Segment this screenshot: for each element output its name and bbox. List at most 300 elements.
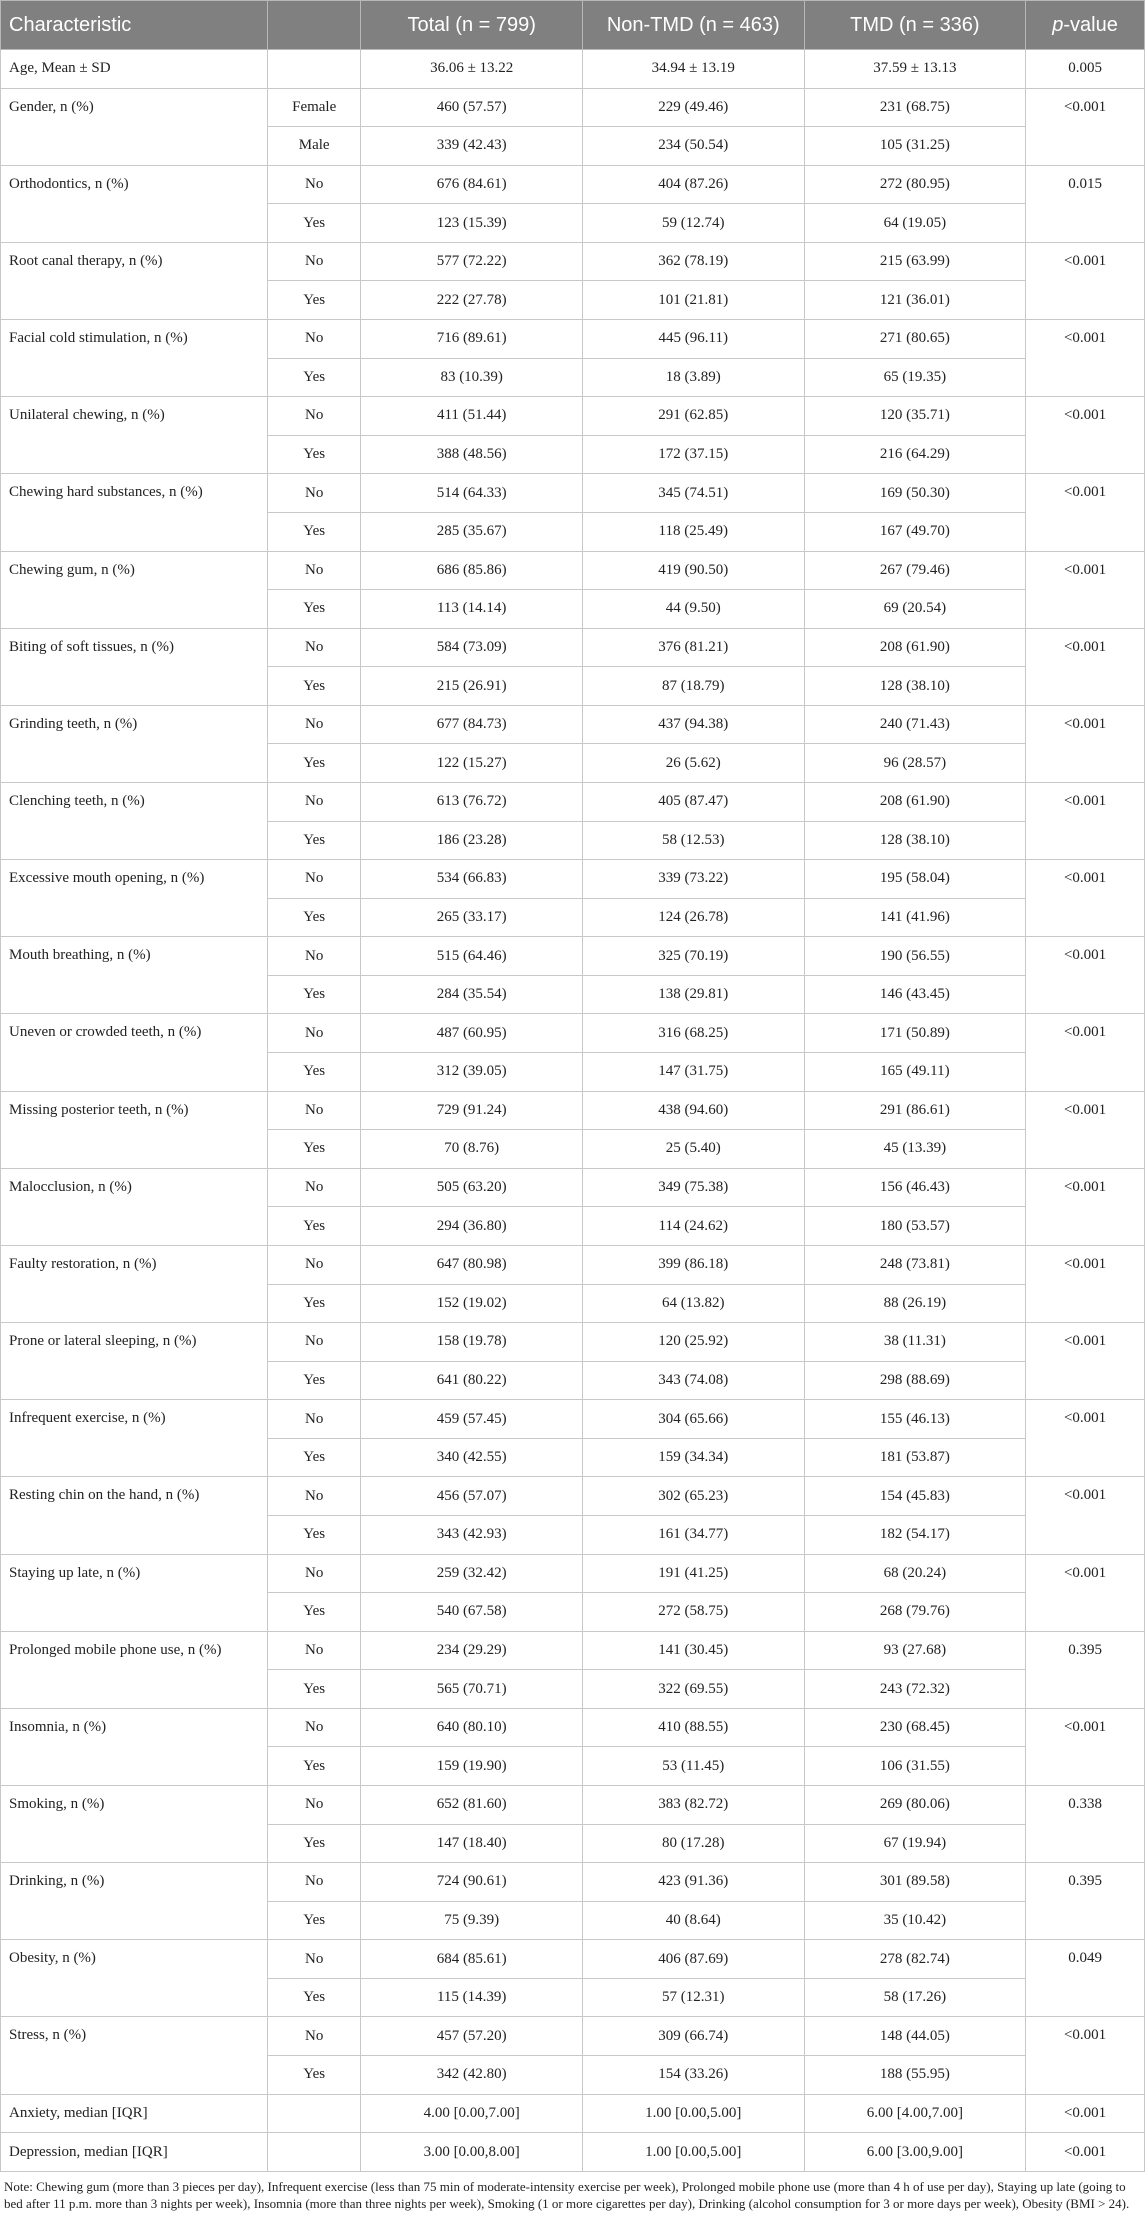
non-tmd-cell: 404 (87.26) [582, 165, 804, 204]
level-cell: Yes [267, 1053, 360, 1092]
tmd-cell: 208 (61.90) [804, 782, 1026, 821]
p-value-cell: 0.338 [1026, 1786, 1145, 1863]
non-tmd-cell: 191 (41.25) [582, 1554, 804, 1593]
non-tmd-cell: 64 (13.82) [582, 1284, 804, 1323]
non-tmd-cell: 87 (18.79) [582, 667, 804, 706]
characteristic-cell: Gender, n (%) [1, 88, 268, 165]
characteristic-cell: Facial cold stimulation, n (%) [1, 320, 268, 397]
level-cell: No [267, 1245, 360, 1284]
total-cell: 388 (48.56) [361, 435, 583, 474]
tmd-cell: 271 (80.65) [804, 320, 1026, 359]
total-cell: 83 (10.39) [361, 358, 583, 397]
p-value-cell: <0.001 [1026, 1168, 1145, 1245]
level-cell: No [267, 1091, 360, 1130]
total-cell: 652 (81.60) [361, 1786, 583, 1825]
non-tmd-cell: 120 (25.92) [582, 1323, 804, 1362]
total-cell: 613 (76.72) [361, 782, 583, 821]
characteristic-cell: Stress, n (%) [1, 2017, 268, 2094]
characteristic-cell: Missing posterior teeth, n (%) [1, 1091, 268, 1168]
total-cell: 122 (15.27) [361, 744, 583, 783]
non-tmd-cell: 26 (5.62) [582, 744, 804, 783]
level-cell: Yes [267, 204, 360, 243]
total-cell: 158 (19.78) [361, 1323, 583, 1362]
p-rest: -value [1063, 13, 1118, 36]
total-cell: 684 (85.61) [361, 1940, 583, 1979]
p-value-cell: <0.001 [1026, 474, 1145, 551]
non-tmd-cell: 53 (11.45) [582, 1747, 804, 1786]
tmd-cell: 38 (11.31) [804, 1323, 1026, 1362]
header-total: Total (n = 799) [361, 1, 583, 50]
level-cell: Yes [267, 435, 360, 474]
tmd-cell: 65 (19.35) [804, 358, 1026, 397]
non-tmd-cell: 57 (12.31) [582, 1978, 804, 2017]
table-row [1, 1245, 1145, 1284]
characteristic-cell: Depression, median [IQR] [1, 2133, 268, 2172]
tmd-cell: 35 (10.42) [804, 1901, 1026, 1940]
tmd-cell: 120 (35.71) [804, 397, 1026, 436]
total-cell: 75 (9.39) [361, 1901, 583, 1940]
non-tmd-cell: 316 (68.25) [582, 1014, 804, 1053]
tmd-cell: 215 (63.99) [804, 242, 1026, 281]
tmd-cell: 165 (49.11) [804, 1053, 1026, 1092]
total-cell: 343 (42.93) [361, 1515, 583, 1554]
tmd-cell: 146 (43.45) [804, 975, 1026, 1014]
level-cell: No [267, 1168, 360, 1207]
non-tmd-cell: 114 (24.62) [582, 1207, 804, 1246]
level-cell: Yes [267, 1438, 360, 1477]
characteristic-cell: Mouth breathing, n (%) [1, 937, 268, 1014]
level-cell: No [267, 474, 360, 513]
non-tmd-cell: 423 (91.36) [582, 1863, 804, 1902]
non-tmd-cell: 80 (17.28) [582, 1824, 804, 1863]
level-cell: No [267, 242, 360, 281]
total-cell: 285 (35.67) [361, 512, 583, 551]
table-row [1, 165, 1145, 204]
characteristic-cell: Clenching teeth, n (%) [1, 782, 268, 859]
table-row [1, 1091, 1145, 1130]
tmd-cell: 180 (53.57) [804, 1207, 1026, 1246]
tmd-cell: 69 (20.54) [804, 590, 1026, 629]
non-tmd-cell: 309 (66.74) [582, 2017, 804, 2056]
non-tmd-cell: 438 (94.60) [582, 1091, 804, 1130]
level-cell: Yes [267, 744, 360, 783]
tmd-cell: 88 (26.19) [804, 1284, 1026, 1323]
tmd-cell: 128 (38.10) [804, 821, 1026, 860]
table-row [1, 1863, 1145, 1902]
non-tmd-cell: 234 (50.54) [582, 127, 804, 166]
level-cell: Yes [267, 898, 360, 937]
non-tmd-cell: 59 (12.74) [582, 204, 804, 243]
table-row [1, 88, 1145, 127]
non-tmd-cell: 138 (29.81) [582, 975, 804, 1014]
level-cell: No [267, 705, 360, 744]
tmd-cell: 230 (68.45) [804, 1708, 1026, 1747]
level-cell [267, 50, 360, 89]
p-value-cell: <0.001 [1026, 242, 1145, 319]
non-tmd-cell: 159 (34.34) [582, 1438, 804, 1477]
total-cell: 515 (64.46) [361, 937, 583, 976]
characteristic-cell: Excessive mouth opening, n (%) [1, 860, 268, 937]
p-value-cell: <0.001 [1026, 1477, 1145, 1554]
characteristic-cell: Drinking, n (%) [1, 1863, 268, 1940]
level-cell: Yes [267, 1593, 360, 1632]
table-row [1, 705, 1145, 744]
non-tmd-cell: 325 (70.19) [582, 937, 804, 976]
level-cell: No [267, 2017, 360, 2056]
tmd-cell: 195 (58.04) [804, 860, 1026, 899]
total-cell: 641 (80.22) [361, 1361, 583, 1400]
characteristic-cell: Malocclusion, n (%) [1, 1168, 268, 1245]
characteristic-cell: Infrequent exercise, n (%) [1, 1400, 268, 1477]
tmd-cell: 154 (45.83) [804, 1477, 1026, 1516]
total-cell: 294 (36.80) [361, 1207, 583, 1246]
tmd-cell: 298 (88.69) [804, 1361, 1026, 1400]
level-cell: Yes [267, 1207, 360, 1246]
table-row [1, 397, 1145, 436]
characteristic-cell: Orthodontics, n (%) [1, 165, 268, 242]
non-tmd-cell: 141 (30.45) [582, 1631, 804, 1670]
non-tmd-cell: 44 (9.50) [582, 590, 804, 629]
level-cell: No [267, 628, 360, 667]
level-cell: Yes [267, 590, 360, 629]
tmd-cell: 208 (61.90) [804, 628, 1026, 667]
level-cell: No [267, 397, 360, 436]
non-tmd-cell: 147 (31.75) [582, 1053, 804, 1092]
total-cell: 724 (90.61) [361, 1863, 583, 1902]
total-cell: 152 (19.02) [361, 1284, 583, 1323]
non-tmd-cell: 25 (5.40) [582, 1130, 804, 1169]
total-cell: 686 (85.86) [361, 551, 583, 590]
characteristic-cell: Staying up late, n (%) [1, 1554, 268, 1631]
p-value-cell: 0.015 [1026, 165, 1145, 242]
table-row [1, 1631, 1145, 1670]
non-tmd-cell: 40 (8.64) [582, 1901, 804, 1940]
p-value-cell: <0.001 [1026, 2133, 1145, 2172]
level-cell: No [267, 1400, 360, 1439]
non-tmd-cell: 406 (87.69) [582, 1940, 804, 1979]
non-tmd-cell: 304 (65.66) [582, 1400, 804, 1439]
tmd-cell: 181 (53.87) [804, 1438, 1026, 1477]
table-body [1, 50, 1145, 2172]
level-cell: Yes [267, 1361, 360, 1400]
p-value-cell: <0.001 [1026, 628, 1145, 705]
non-tmd-cell: 419 (90.50) [582, 551, 804, 590]
total-cell: 540 (67.58) [361, 1593, 583, 1632]
tmd-cell: 45 (13.39) [804, 1130, 1026, 1169]
table-row [1, 1708, 1145, 1747]
level-cell: Yes [267, 975, 360, 1014]
table-row [1, 628, 1145, 667]
header-characteristic: Characteristic [1, 1, 268, 50]
total-cell: 716 (89.61) [361, 320, 583, 359]
level-cell: Female [267, 88, 360, 127]
non-tmd-cell: 410 (88.55) [582, 1708, 804, 1747]
header-p-value [1026, 1, 1145, 50]
tmd-cell: 272 (80.95) [804, 165, 1026, 204]
table-row [1, 782, 1145, 821]
tmd-cell: 128 (38.10) [804, 667, 1026, 706]
tmd-cell: 268 (79.76) [804, 1593, 1026, 1632]
tmd-cell: 231 (68.75) [804, 88, 1026, 127]
level-cell: No [267, 1708, 360, 1747]
level-cell: No [267, 165, 360, 204]
table-row [1, 2094, 1145, 2133]
tmd-cell: 96 (28.57) [804, 744, 1026, 783]
p-value-cell: 0.049 [1026, 1940, 1145, 2017]
tmd-cell: 269 (80.06) [804, 1786, 1026, 1825]
total-cell: 159 (19.90) [361, 1747, 583, 1786]
p-value-cell: <0.001 [1026, 937, 1145, 1014]
p-value-cell: <0.001 [1026, 1708, 1145, 1785]
total-cell: 577 (72.22) [361, 242, 583, 281]
table-row [1, 1400, 1145, 1439]
tmd-cell: 171 (50.89) [804, 1014, 1026, 1053]
non-tmd-cell: 1.00 [0.00,5.00] [582, 2133, 804, 2172]
total-cell: 487 (60.95) [361, 1014, 583, 1053]
p-value-cell: 0.005 [1026, 50, 1145, 89]
table-row [1, 320, 1145, 359]
non-tmd-cell: 383 (82.72) [582, 1786, 804, 1825]
non-tmd-cell: 339 (73.22) [582, 860, 804, 899]
level-cell: No [267, 860, 360, 899]
tmd-cell: 301 (89.58) [804, 1863, 1026, 1902]
non-tmd-cell: 349 (75.38) [582, 1168, 804, 1207]
table-row [1, 1477, 1145, 1516]
level-cell: No [267, 1940, 360, 1979]
level-cell: Yes [267, 512, 360, 551]
tmd-cell: 190 (56.55) [804, 937, 1026, 976]
level-cell: No [267, 1014, 360, 1053]
total-cell: 265 (33.17) [361, 898, 583, 937]
table-note: Note: Chewing gum (more than 3 pieces per day), Infrequent exercise (less than 75 min of moderate-intensity exercise per week), Prolonged mobile phone use (more than 4 h of use per day), Staying up late (going to bed after 11 p.m. more than 3 nights per week), Insomnia (more than three nights per week), Smoking (1 or more cigarettes per day), Drinking (alcohol consumption for 3 or more days per week), Obesity (BMI > 24). [4, 2178, 1130, 2211]
non-tmd-cell: 101 (21.81) [582, 281, 804, 320]
characteristic-cell: Biting of soft tissues, n (%) [1, 628, 268, 705]
characteristic-cell: Prolonged mobile phone use, n (%) [1, 1631, 268, 1708]
level-cell: No [267, 782, 360, 821]
non-tmd-cell: 272 (58.75) [582, 1593, 804, 1632]
level-cell: No [267, 937, 360, 976]
tmd-cell: 248 (73.81) [804, 1245, 1026, 1284]
characteristic-cell: Faulty restoration, n (%) [1, 1245, 268, 1322]
p-value-cell: <0.001 [1026, 320, 1145, 397]
total-cell: 115 (14.39) [361, 1978, 583, 2017]
p-value-cell: 0.395 [1026, 1631, 1145, 1708]
tmd-cell: 155 (46.13) [804, 1400, 1026, 1439]
level-cell: Male [267, 127, 360, 166]
characteristic-cell: Prone or lateral sleeping, n (%) [1, 1323, 268, 1400]
level-cell: Yes [267, 1515, 360, 1554]
non-tmd-cell: 18 (3.89) [582, 358, 804, 397]
non-tmd-cell: 154 (33.26) [582, 2056, 804, 2095]
non-tmd-cell: 362 (78.19) [582, 242, 804, 281]
level-cell: Yes [267, 1670, 360, 1709]
p-value-cell: <0.001 [1026, 705, 1145, 782]
non-tmd-cell: 172 (37.15) [582, 435, 804, 474]
characteristic-cell: Chewing gum, n (%) [1, 551, 268, 628]
level-cell: Yes [267, 667, 360, 706]
total-cell: 729 (91.24) [361, 1091, 583, 1130]
header-tmd: TMD (n = 336) [804, 1, 1026, 50]
table-header-row [1, 1, 1145, 50]
tmd-cell: 141 (41.96) [804, 898, 1026, 937]
tmd-cell: 156 (46.43) [804, 1168, 1026, 1207]
tmd-cell: 240 (71.43) [804, 705, 1026, 744]
total-cell: 584 (73.09) [361, 628, 583, 667]
characteristic-cell: Resting chin on the hand, n (%) [1, 1477, 268, 1554]
non-tmd-cell: 322 (69.55) [582, 1670, 804, 1709]
tmd-cell: 67 (19.94) [804, 1824, 1026, 1863]
total-cell: 677 (84.73) [361, 705, 583, 744]
characteristic-cell: Chewing hard substances, n (%) [1, 474, 268, 551]
total-cell: 342 (42.80) [361, 2056, 583, 2095]
level-cell: No [267, 1477, 360, 1516]
level-cell: No [267, 1323, 360, 1362]
total-cell: 186 (23.28) [361, 821, 583, 860]
characteristic-cell: Root canal therapy, n (%) [1, 242, 268, 319]
level-cell: Yes [267, 1824, 360, 1863]
tmd-cell: 167 (49.70) [804, 512, 1026, 551]
total-cell: 70 (8.76) [361, 1130, 583, 1169]
p-value-cell: <0.001 [1026, 1014, 1145, 1091]
total-cell: 147 (18.40) [361, 1824, 583, 1863]
p-value-cell: 0.395 [1026, 1863, 1145, 1940]
level-cell: Yes [267, 358, 360, 397]
total-cell: 459 (57.45) [361, 1400, 583, 1439]
tmd-cell: 121 (36.01) [804, 281, 1026, 320]
tmd-cell: 291 (86.61) [804, 1091, 1026, 1130]
total-cell: 339 (42.43) [361, 127, 583, 166]
total-cell: 457 (57.20) [361, 2017, 583, 2056]
total-cell: 676 (84.61) [361, 165, 583, 204]
p-italic: p [1052, 13, 1064, 36]
level-cell: No [267, 1786, 360, 1825]
non-tmd-cell: 405 (87.47) [582, 782, 804, 821]
level-cell: Yes [267, 281, 360, 320]
total-cell: 3.00 [0.00,8.00] [361, 2133, 583, 2172]
p-value-cell: <0.001 [1026, 1091, 1145, 1168]
level-cell: Yes [267, 1978, 360, 2017]
table-row [1, 1323, 1145, 1362]
non-tmd-cell: 345 (74.51) [582, 474, 804, 513]
level-cell: Yes [267, 1284, 360, 1323]
level-cell [267, 2094, 360, 2133]
characteristic-cell: Uneven or crowded teeth, n (%) [1, 1014, 268, 1091]
characteristic-cell: Grinding teeth, n (%) [1, 705, 268, 782]
table-row [1, 1940, 1145, 1979]
total-cell: 460 (57.57) [361, 88, 583, 127]
total-cell: 565 (70.71) [361, 1670, 583, 1709]
p-value-cell: <0.001 [1026, 860, 1145, 937]
tmd-cell: 37.59 ± 13.13 [804, 50, 1026, 89]
total-cell: 647 (80.98) [361, 1245, 583, 1284]
non-tmd-cell: 291 (62.85) [582, 397, 804, 436]
tmd-cell: 278 (82.74) [804, 1940, 1026, 1979]
total-cell: 514 (64.33) [361, 474, 583, 513]
non-tmd-cell: 161 (34.77) [582, 1515, 804, 1554]
tmd-cell: 182 (54.17) [804, 1515, 1026, 1554]
table-row [1, 242, 1145, 281]
non-tmd-cell: 58 (12.53) [582, 821, 804, 860]
tmd-cell: 243 (72.32) [804, 1670, 1026, 1709]
level-cell: Yes [267, 2056, 360, 2095]
non-tmd-cell: 118 (25.49) [582, 512, 804, 551]
p-value-cell: <0.001 [1026, 1245, 1145, 1322]
tmd-cell: 64 (19.05) [804, 204, 1026, 243]
total-cell: 284 (35.54) [361, 975, 583, 1014]
total-cell: 222 (27.78) [361, 281, 583, 320]
table-row [1, 1014, 1145, 1053]
non-tmd-cell: 302 (65.23) [582, 1477, 804, 1516]
total-cell: 640 (80.10) [361, 1708, 583, 1747]
level-cell: No [267, 1631, 360, 1670]
p-value-cell: <0.001 [1026, 397, 1145, 474]
p-value-cell: <0.001 [1026, 2017, 1145, 2094]
total-cell: 4.00 [0.00,7.00] [361, 2094, 583, 2133]
tmd-cell: 6.00 [3.00,9.00] [804, 2133, 1026, 2172]
table-row [1, 1786, 1145, 1825]
level-cell: Yes [267, 821, 360, 860]
p-value-cell: <0.001 [1026, 1554, 1145, 1631]
non-tmd-cell: 399 (86.18) [582, 1245, 804, 1284]
non-tmd-cell: 124 (26.78) [582, 898, 804, 937]
table-row [1, 1554, 1145, 1593]
table-row [1, 474, 1145, 513]
total-cell: 36.06 ± 13.22 [361, 50, 583, 89]
characteristic-cell: Insomnia, n (%) [1, 1708, 268, 1785]
level-cell: Yes [267, 1901, 360, 1940]
level-cell: Yes [267, 1747, 360, 1786]
total-cell: 312 (39.05) [361, 1053, 583, 1092]
level-cell: No [267, 551, 360, 590]
p-value-cell: <0.001 [1026, 1400, 1145, 1477]
tmd-cell: 216 (64.29) [804, 435, 1026, 474]
total-cell: 113 (14.14) [361, 590, 583, 629]
characteristic-cell: Obesity, n (%) [1, 1940, 268, 2017]
characteristic-cell: Anxiety, median [IQR] [1, 2094, 268, 2133]
p-value-cell: <0.001 [1026, 1323, 1145, 1400]
tmd-cell: 148 (44.05) [804, 2017, 1026, 2056]
level-cell: No [267, 320, 360, 359]
tmd-cell: 267 (79.46) [804, 551, 1026, 590]
header-level [267, 1, 360, 50]
header-non-tmd: Non-TMD (n = 463) [582, 1, 804, 50]
total-cell: 340 (42.55) [361, 1438, 583, 1477]
total-cell: 123 (15.39) [361, 204, 583, 243]
total-cell: 234 (29.29) [361, 1631, 583, 1670]
non-tmd-cell: 437 (94.38) [582, 705, 804, 744]
level-cell: No [267, 1863, 360, 1902]
table-row [1, 551, 1145, 590]
non-tmd-cell: 1.00 [0.00,5.00] [582, 2094, 804, 2133]
level-cell: No [267, 1554, 360, 1593]
non-tmd-cell: 229 (49.46) [582, 88, 804, 127]
table-row [1, 2017, 1145, 2056]
table-row [1, 860, 1145, 899]
characteristic-cell: Smoking, n (%) [1, 1786, 268, 1863]
non-tmd-cell: 445 (96.11) [582, 320, 804, 359]
total-cell: 534 (66.83) [361, 860, 583, 899]
total-cell: 215 (26.91) [361, 667, 583, 706]
total-cell: 456 (57.07) [361, 1477, 583, 1516]
table-row [1, 2133, 1145, 2172]
tmd-cell: 93 (27.68) [804, 1631, 1026, 1670]
total-cell: 505 (63.20) [361, 1168, 583, 1207]
p-value-cell: <0.001 [1026, 2094, 1145, 2133]
table-row [1, 1168, 1145, 1207]
tmd-cell: 68 (20.24) [804, 1554, 1026, 1593]
tmd-cell: 58 (17.26) [804, 1978, 1026, 2017]
level-cell: Yes [267, 1130, 360, 1169]
